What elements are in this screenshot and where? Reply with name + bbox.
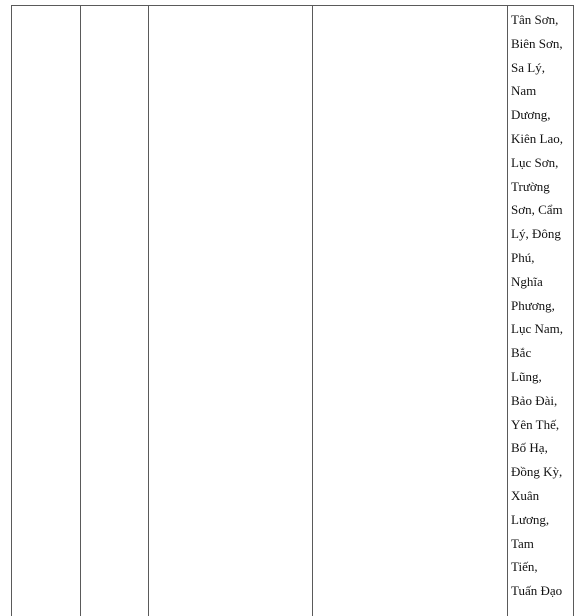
data-table (11, 5, 574, 615)
commune-line: Yên Thế, (511, 416, 560, 432)
commune-line: Kiên Lao, (511, 130, 563, 146)
commune-line: Lục Sơn, (511, 154, 559, 170)
commune-line: Bố Hạ, (511, 440, 548, 456)
commune-line: Biên Sơn, (511, 35, 563, 51)
commune-line: Sa Lý, (511, 59, 545, 75)
table-column-3 (148, 6, 312, 616)
commune-line: Tam (511, 535, 534, 551)
table-column-2 (80, 6, 148, 616)
commune-line: Lương, (511, 511, 550, 527)
commune-line: Phú, (511, 249, 535, 265)
commune-line: Tuấn Đạo (511, 583, 563, 599)
commune-line: Dương, (511, 107, 551, 123)
table-column-1 (11, 6, 80, 616)
commune-line: Trường (511, 178, 550, 194)
commune-line: Bắc (511, 345, 532, 361)
commune-list-cell (511, 8, 573, 603)
commune-line: Nghĩa (511, 273, 543, 289)
commune-line: Lý, Đông (511, 226, 561, 242)
commune-line: Lũng, (511, 368, 542, 384)
commune-line: Nam (511, 83, 537, 99)
table-column-5 (507, 6, 574, 616)
commune-line: Xuân (511, 487, 540, 503)
table-column-4 (312, 6, 507, 616)
commune-line: Lục Nam, (511, 321, 563, 337)
commune-line: Phương, (511, 297, 555, 313)
commune-line: Tân Sơn, (511, 12, 559, 27)
commune-line: Tiến, (511, 559, 538, 575)
commune-line: Bảo Đài, (511, 392, 558, 408)
commune-line: Đồng Kỳ, (511, 464, 563, 480)
commune-line: Sơn, Cẩm (511, 202, 563, 218)
